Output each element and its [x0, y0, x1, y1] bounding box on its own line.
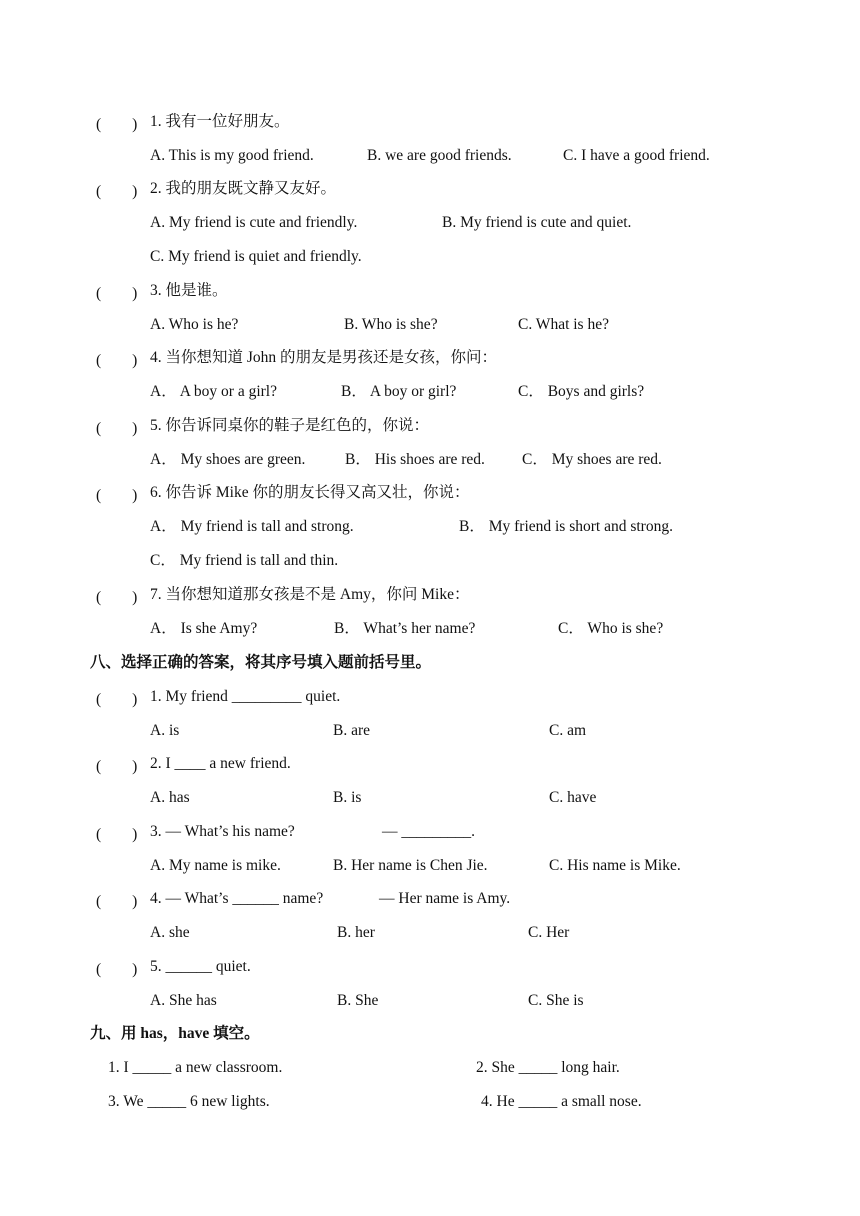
answer-bracket[interactable]: ( )	[96, 961, 138, 978]
answer-bracket[interactable]: ( )	[96, 758, 138, 775]
option-c: C. am	[549, 722, 587, 739]
option-a: A. This is my good friend.	[150, 147, 314, 164]
option-a: A. My friend is cute and friendly.	[150, 214, 358, 231]
fill-item: 2. She _____ long hair.	[476, 1059, 620, 1076]
option-a: A． My friend is tall and strong.	[150, 518, 354, 535]
option-b: B． My friend is short and strong.	[459, 518, 673, 535]
option-c: C. His name is Mike.	[549, 857, 681, 874]
fill-item: 3. We _____ 6 new lights.	[108, 1093, 270, 1110]
question-stem: 3. — What’s his name?	[150, 823, 295, 840]
option-c: C. My friend is quiet and friendly.	[150, 248, 362, 265]
question-stem: 6. 你告诉 Mike 你的朋友长得又高又壮，你说：	[150, 484, 470, 501]
question-stem: 2. 我的朋友既文静又友好。	[150, 180, 337, 197]
answer-bracket[interactable]: ( )	[96, 893, 138, 910]
option-c: C. I have a good friend.	[563, 147, 710, 164]
option-b: B． His shoes are red.	[345, 451, 485, 468]
answer-line: — _________.	[382, 823, 475, 840]
answer-bracket[interactable]: ( )	[96, 285, 138, 302]
option-b: B. Who is she?	[344, 316, 438, 333]
section-8-title: 八、选择正确的答案，将其序号填入题前括号里。	[90, 654, 432, 671]
option-a: A. She has	[150, 992, 217, 1009]
answer-bracket[interactable]: ( )	[96, 589, 138, 606]
answer-bracket[interactable]: ( )	[96, 352, 138, 369]
option-b: B. we are good friends.	[367, 147, 512, 164]
option-c: C. Her	[528, 924, 570, 941]
option-a: A． Is she Amy?	[150, 620, 258, 637]
answer-bracket[interactable]: ( )	[96, 691, 138, 708]
question-stem: 2. I ____ a new friend.	[150, 755, 291, 772]
section-9-title: 九、用 has，have 填空。	[90, 1025, 260, 1042]
option-b: B. her	[337, 924, 375, 941]
option-c: C. What is he?	[518, 316, 609, 333]
option-c: C． My shoes are red.	[522, 451, 662, 468]
option-b: B. are	[333, 722, 371, 739]
option-a: A. My name is mike.	[150, 857, 281, 874]
option-b: B. She	[337, 992, 379, 1009]
option-c: C． Boys and girls?	[518, 383, 645, 400]
option-c: C． Who is she?	[558, 620, 664, 637]
option-b: B． A boy or girl?	[341, 383, 457, 400]
option-a: A． My shoes are green.	[150, 451, 306, 468]
option-c: C． My friend is tall and thin.	[150, 552, 339, 569]
option-c: C. She is	[528, 992, 584, 1009]
option-a: A. she	[150, 924, 190, 941]
question-stem: 7. 当你想知道那女孩是不是 Amy，你问 Mike：	[150, 586, 470, 603]
question-stem: 4. 当你想知道 John 的朋友是男孩还是女孩，你问：	[150, 349, 498, 366]
option-b: B． What’s her name?	[334, 620, 476, 637]
answer-bracket[interactable]: ( )	[96, 826, 138, 843]
option-b: B. is	[333, 789, 362, 806]
question-stem: 5. 你告诉同桌你的鞋子是红色的，你说：	[150, 417, 430, 434]
answer-bracket[interactable]: ( )	[96, 116, 138, 133]
question-stem: 1. 我有一位好朋友。	[150, 113, 290, 130]
option-a: A. is	[150, 722, 180, 739]
option-b: B. My friend is cute and quiet.	[442, 214, 632, 231]
fill-item: 4. He _____ a small nose.	[481, 1093, 642, 1110]
option-a: A. has	[150, 789, 190, 806]
option-b: B. Her name is Chen Jie.	[333, 857, 488, 874]
question-stem: 4. — What’s ______ name?	[150, 890, 324, 907]
answer-bracket[interactable]: ( )	[96, 420, 138, 437]
question-stem: 1. My friend _________ quiet.	[150, 688, 341, 705]
option-c: C. have	[549, 789, 597, 806]
answer-bracket[interactable]: ( )	[96, 183, 138, 200]
option-a: A. Who is he?	[150, 316, 239, 333]
answer-bracket[interactable]: ( )	[96, 487, 138, 504]
question-stem: 3. 他是谁。	[150, 282, 228, 299]
question-stem: 5. ______ quiet.	[150, 958, 251, 975]
answer-line: — Her name is Amy.	[379, 890, 511, 907]
fill-item: 1. I _____ a new classroom.	[108, 1059, 283, 1076]
option-a: A． A boy or a girl?	[150, 383, 277, 400]
